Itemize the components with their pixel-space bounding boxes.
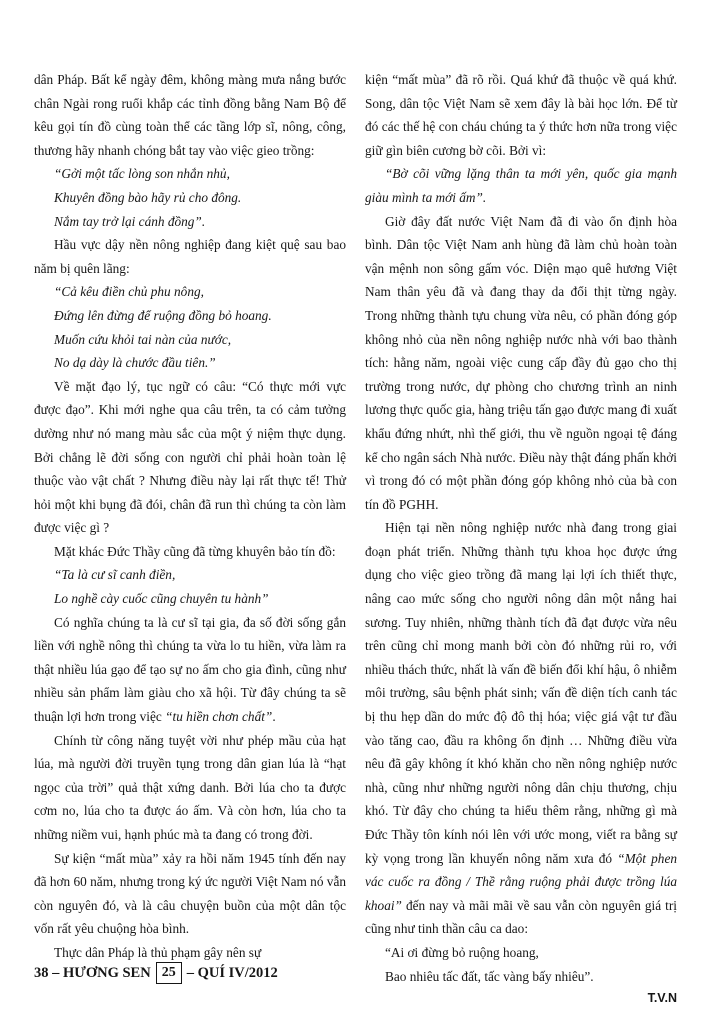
verse-line: “Ta là cư sĩ canh điền, <box>54 567 176 583</box>
paragraph-text: Hiện tại nền nông nghiệp nước nhà đang trong giai đoạn phát triển. Những thành tựu khoa học được ứng dụng cho việc gieo trồng đã mang lại lợi ích thiết thực, nâng cao mức sống cho người nông dân một nắng hai sương. Tuy nhiên, những thành tích đã đạt được vừa nêu trên cũng chỉ mong manh bởi còn đó những rủi ro, với nhiều thách thức, nhất là vấn đề biến đổi khí hậu, ô nhiễm môi trường, sâu bệnh phát sinh; vấn đề diện tích canh tác bị thu hẹp dần do mức độ đô thị hóa; việc giá vật tư đầu vào tăng cao, đầu ra không ổn định … Những điều vừa nêu đã gây không ít khó khăn cho nền nông nghiệp nước nhà, cũng như những người nông dân chịu thương, chịu khó. Từ đây cho chúng ta hiểu thêm rằng, những gì mà Đức Thầy tôn kính nói lên với ước mong, viết ra bằng sự kỳ vọng trong lần khuyến nông năm xưa đó <box>365 520 677 866</box>
page-footer <box>34 962 278 984</box>
paragraph: Mặt khác Đức Thầy cũng đã từng khuyên bảo tín đồ: <box>54 543 336 559</box>
paragraph-text: đến nay và mãi mãi về sau vẫn còn nguyên giá trị cũng như tinh thần câu ca dao: <box>365 897 677 937</box>
paragraph: Hầu vực dậy nền nông nghiệp đang kiệt quệ sau bao năm bị quên lãng: <box>34 237 346 276</box>
verse-line: “Cả kêu điền chủ phu nông, <box>54 284 204 300</box>
author-signature: T.V.N <box>647 991 677 1006</box>
verse-line: Lo nghề cày cuốc cũng chuyên tu hành” <box>54 591 269 607</box>
paragraph: Giờ đây đất nước Việt Nam đã đi vào ổn định hòa bình. Dân tộc Việt Nam anh hùng đã làm chủ hoàn toàn vận mệnh non sông gấm vóc. Diện mạo quê hương Việt Nam thân yêu đã và đang thay da đổi thịt từng ngày. Trong những thành tựu chung vừa nêu, có phần đóng góp không nhỏ của nền nông nghiệp nước nhà với bao thành tích: hằng năm, ngoài việc cung cấp đầy đủ gạo cho thị trường trong nước, dự phòng cho chương trình an ninh lương thực quốc gia, hàng triệu tấn gạo được mang đi xuất khẩu đứng nhứt, nhì thế giới, thu về nguồn ngoại tệ đáng kể cho ngân sách Nhà nước. Điều này thật đáng phấn khởi vì trong đó có một phần đóng góp không nhỏ của bà con tín đồ PGHH. <box>365 213 677 512</box>
footer-quarter: – QUÍ IV/2012 <box>186 964 278 981</box>
paragraph: Thực dân Pháp là thủ phạm gây nên sự <box>54 944 262 960</box>
italic-quote: “Một phen vác cuốc ra đồng / Thề rằng ruộng phải được trồng lúa khoai” <box>365 850 677 913</box>
right-column <box>365 68 677 1007</box>
verse-line: “Gởi một tấc lòng son nhắn nhủ, <box>54 166 230 182</box>
paragraph: Sự kiện “mất mùa” xảy ra hồi năm 1945 tính đến nay đã hơn 60 năm, nhưng trong ký ức người Việt Nam nó vẫn còn nguyên đó, và là câu chuyện buồn của một dân tộc vốn rất yêu chuộng hòa bình. <box>34 850 346 937</box>
paragraph <box>365 516 677 941</box>
verse-line: No dạ dày là chước đầu tiên.” <box>54 355 216 371</box>
verse-line: Muốn cứu khỏi tai nàn của nước, <box>54 331 232 347</box>
verse-line: Nắm tay trở lại cánh đồng”. <box>54 213 206 229</box>
left-column <box>34 68 346 965</box>
paragraph <box>34 611 346 729</box>
italic-quote: “tu hiền chơn chất” <box>165 709 273 725</box>
paragraph: kiện “mất mùa” đã rõ rồi. Quá khứ đã thuộc về quá khứ. Song, dân tộc Việt Nam sẽ xem đây là bài học lớn. Để từ đó các thế hệ con cháu chúng ta ý thức hơn nữa trong việc giữ gìn biên cương bờ cõi. Bởi vì: <box>365 72 677 158</box>
paragraph-text: . <box>272 709 276 725</box>
paragraph: “Bờ cõi vững lặng thân ta mới yên, quốc gia mạnh giàu mình ta mới ấm”. <box>365 166 677 205</box>
paragraph: Chính từ công năng tuyệt vời như phép mầu của hạt lúa, mà người đời truyền tụng trong dân gian lúa là “hạt ngọc của trời” quả thật xứng danh. Bởi lúa cho ta được cơm no, lúa cho ta được áo ấm. Và còn hơn, lúa cho ta những niềm vui, hạnh phúc mà ta đang có trong đời. <box>34 732 346 842</box>
paragraph-text: Có nghĩa chúng ta là cư sĩ tại gia, đa số đời sống gắn liền với nghề nông thì chúng ta vừa lo tu hiền, vừa làm ra thật nhiều lúa gạo để tạo sự no ấm cho gia đình, cũng như nhiều sản phẩm làm giàu cho xã hội. Từ đây chúng ta sẽ thuận lợi hơn trong việc <box>34 614 346 725</box>
footer-issue-number: 25 <box>156 962 182 984</box>
paragraph: Về mặt đạo lý, tục ngữ có câu: “Có thực mới vực được đạo”. Khi mới nghe qua câu trên, ta có cảm tưởng dường như nó mang màu sắc của một ý niệm thực dụng. Bởi chẳng lẽ đời sống con người chỉ phải hoàn toàn lệ thuộc vào vật chất ? Nhưng điều này lại rất thực tế! Thử hỏi một khi bụng đã đói, chân đã run thì chúng ta còn làm được việc gì ? <box>34 378 346 536</box>
verse-line: Đứng lên đừng để ruộng đồng bỏ hoang. <box>54 307 272 323</box>
paragraph: dân Pháp. Bất kể ngày đêm, không màng mưa nắng bước chân Ngài rong ruổi khắp các tỉnh đồng bằng Nam Bộ để kêu gọi tín đồ cùng toàn thể các tầng lớp sĩ, nông, công, thương hãy nhanh chóng bắt tay vào việc gieo trồng: <box>34 72 346 158</box>
verse-line: Bao nhiêu tấc đất, tấc vàng bấy nhiêu”. <box>385 968 594 984</box>
verse-line: Khuyên đồng bào hãy rủ cho đông. <box>54 189 242 205</box>
footer-page-magazine: 38 – HƯƠNG SEN <box>34 964 151 981</box>
verse-line: “Ai ơi đừng bỏ ruộng hoang, <box>385 944 539 960</box>
